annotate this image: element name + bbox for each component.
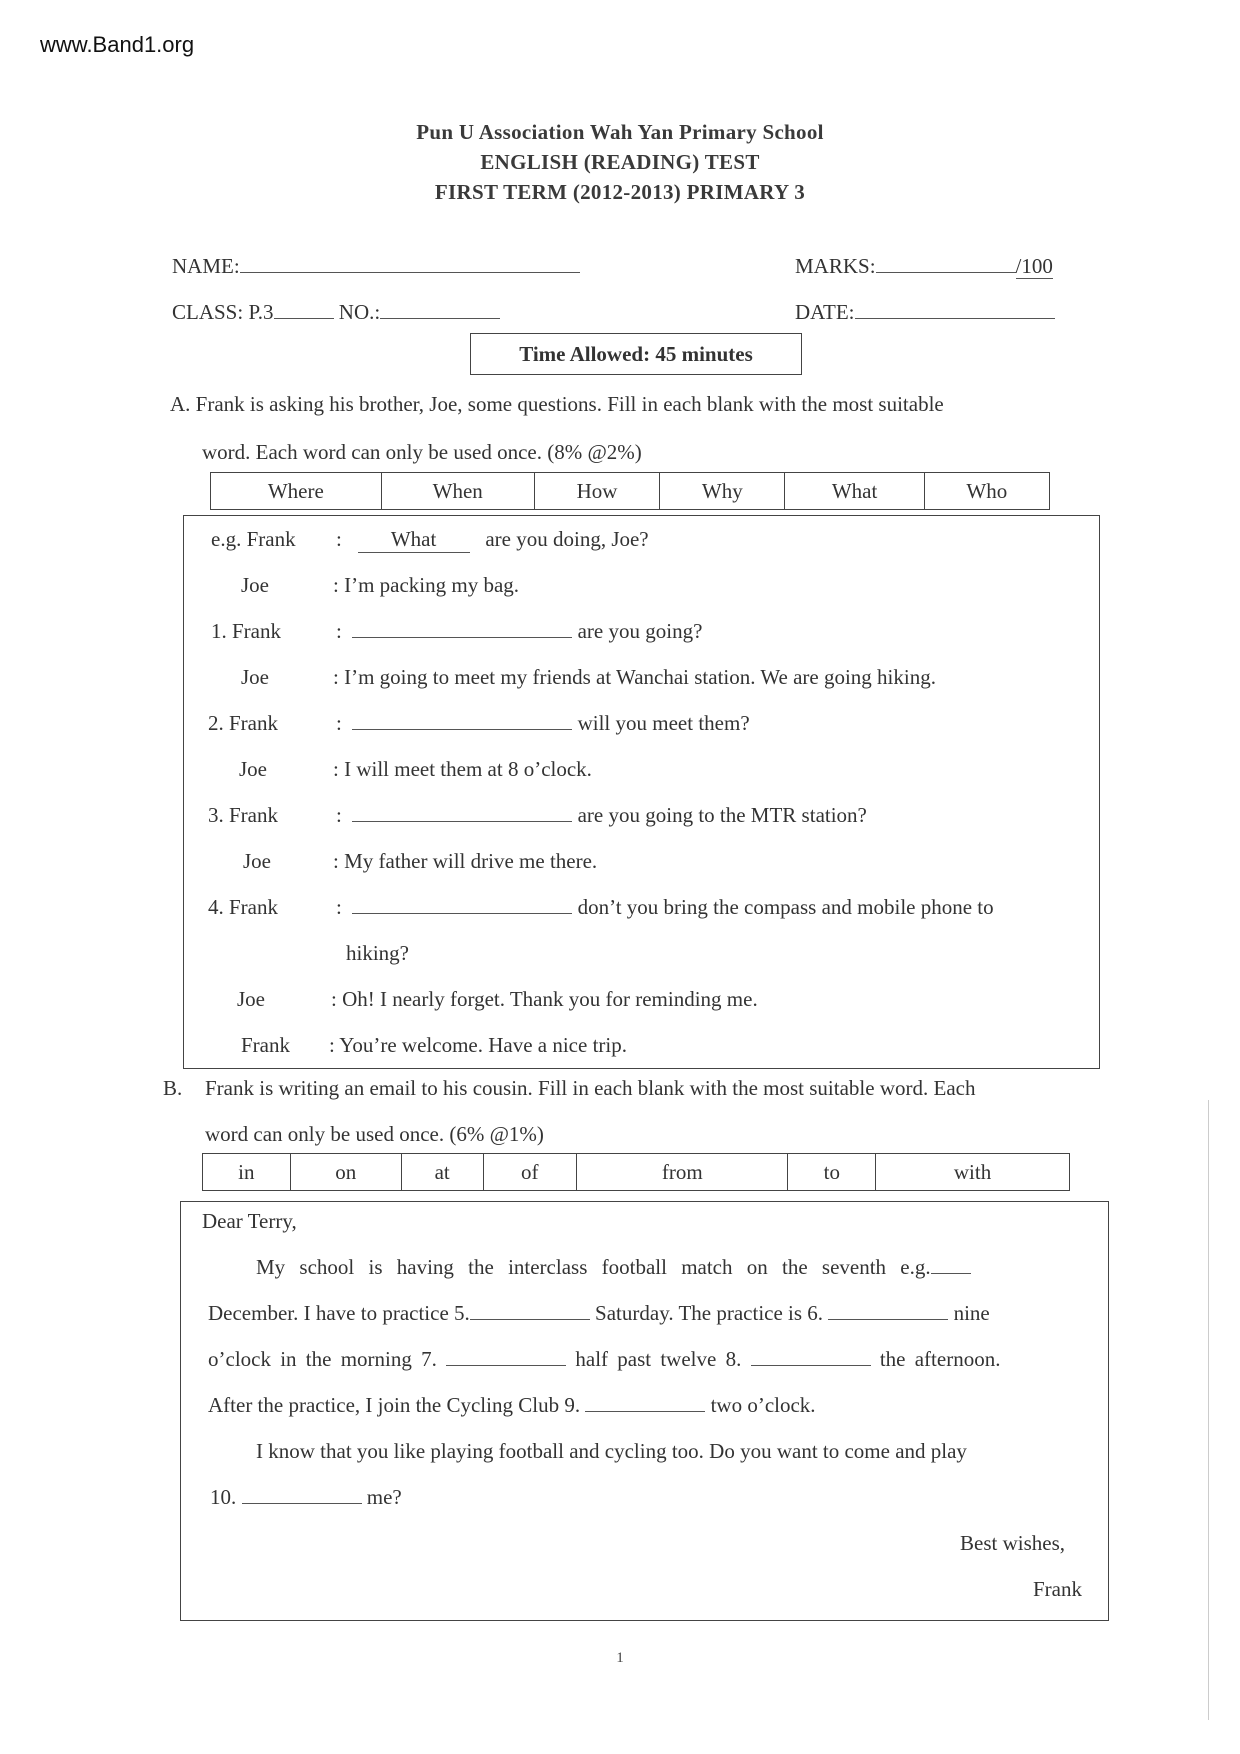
colon: : [336,895,342,919]
email-line-6 [210,1485,402,1510]
colon: : [336,527,342,551]
item-number: 1. [211,619,227,643]
speaker-label: Frank [229,803,278,827]
example-blank [931,1255,971,1274]
dialogue-row-2 [208,711,278,736]
email-text: nine [953,1301,990,1325]
dialogue-text: don’t you bring the compass and mobile phone to [577,895,994,919]
email-text: two o’clock. [710,1393,816,1417]
dialogue-text: : Oh! I nearly forget. Thank you for reminding me. [331,987,758,1011]
word-bank-item: Where [211,473,382,510]
name-field[interactable] [172,254,580,279]
word-bank-item: Who [924,473,1049,510]
email-line-3 [208,1347,1000,1372]
email-closing: Best wishes, [960,1531,1065,1555]
speaker-label: Joe [241,573,269,597]
answer-blank-6[interactable] [828,1301,948,1320]
word-bank-item: with [876,1154,1070,1191]
dialogue-row-1 [211,619,281,644]
speaker-label: Joe [237,987,265,1011]
colon: : [336,619,342,643]
answer-blank-2[interactable] [352,711,572,730]
answer-blank-3[interactable] [352,803,572,822]
email-line-5: I know that you like playing football and cycling too. Do you want to come and play [256,1439,967,1463]
dialogue-text: : I’m going to meet my friends at Wanchai station. We are going hiking. [333,665,936,689]
email-text: After the practice, I join the Cycling Club 9. [208,1393,581,1417]
word-bank-item: How [534,473,659,510]
dialogue-text: : You’re welcome. Have a nice trip. [329,1033,627,1057]
speaker-label: Frank [229,711,278,735]
colon: : [336,803,342,827]
answer-blank-1[interactable] [352,619,572,638]
word-bank-item: on [290,1154,401,1191]
word-bank-item: When [381,473,534,510]
class-input-line[interactable] [274,300,334,319]
speaker-label: Joe [241,665,269,689]
email-text: half past twelve 8. [575,1347,742,1371]
test-title: ENGLISH (READING) TEST [480,150,760,174]
speaker-label: Frank [229,895,278,919]
watermark-url: www.Band1.org [40,32,195,57]
section-a-instruction-line1: A. Frank is asking his brother, Joe, some questions. Fill in each blank with the most suitable [170,392,944,416]
section-a-instruction-line2: word. Each word can only be used once. (8% @2%) [202,440,642,464]
section-b-instruction-line1: Frank is writing an email to his cousin. Fill in each blank with the most suitable word. Each [205,1076,976,1100]
speaker-label: Frank [241,1033,290,1057]
scan-edge-line [1208,1100,1209,1720]
item-number: 2. [208,711,224,735]
dialogue-line-1 [336,619,702,644]
name-input-line[interactable] [240,254,580,273]
word-bank-item: to [788,1154,876,1191]
dialogue-line-3 [336,803,867,828]
email-line-2 [208,1301,990,1326]
no-input-line[interactable] [380,300,500,319]
email-text: My school is having the interclass football match on the seventh e.g. [256,1255,931,1279]
dialogue-text: will you meet them? [577,711,750,735]
dialogue-row-4 [208,895,278,920]
marks-total: /100 [1015,254,1053,278]
answer-blank-5[interactable] [470,1301,590,1320]
dialogue-text: are you doing, Joe? [485,527,649,551]
marks-label: MARKS: [795,254,876,278]
dialogue-continuation: hiking? [346,941,409,965]
answer-blank-9[interactable] [585,1393,705,1412]
dialogue-row-eg [211,527,296,552]
dialogue-row-3 [208,803,278,828]
email-signature: Frank [1033,1577,1082,1601]
answer-blank-10[interactable] [242,1485,362,1504]
date-field[interactable] [795,300,1055,325]
class-label: CLASS: P.3 [172,300,274,324]
marks-field[interactable] [795,254,1053,279]
section-a-dialogue-box [183,515,1100,1069]
email-greeting: Dear Terry, [202,1209,297,1233]
word-bank-item: What [785,473,924,510]
school-name: Pun U Association Wah Yan Primary School [416,120,824,144]
answer-blank-8[interactable] [751,1347,871,1366]
section-b-label: B. [163,1076,183,1100]
date-label: DATE: [795,300,855,324]
speaker-label: Frank [246,527,296,551]
email-text: me? [366,1485,402,1509]
word-bank-item: Why [660,473,785,510]
speaker-label: Joe [243,849,271,873]
item-number: 4. [208,895,224,919]
no-label: NO.: [338,300,381,324]
email-line-4 [208,1393,816,1418]
dialogue-line-eg [336,527,649,553]
email-text: o’clock in the morning 7. [208,1347,437,1371]
dialogue-text: are you going to the MTR station? [577,803,867,827]
page-number: 1 [616,1650,624,1666]
word-bank-item: from [577,1154,788,1191]
answer-blank-4[interactable] [352,895,572,914]
name-label: NAME: [172,254,240,278]
dialogue-text: are you going? [577,619,703,643]
example-answer: What [358,527,470,553]
marks-input-line[interactable] [876,254,1016,273]
section-a-word-bank [210,472,1050,510]
date-input-line[interactable] [855,300,1055,319]
dialogue-line-2 [336,711,750,736]
email-line-1 [256,1255,1094,1280]
term-title: FIRST TERM (2012-2013) PRIMARY 3 [434,180,806,204]
colon: : [336,711,342,735]
speaker-label: Joe [239,757,267,781]
speaker-label: Frank [232,619,281,643]
item-number: e.g. [211,527,242,551]
word-bank-item: of [483,1154,577,1191]
section-b-word-bank [202,1153,1070,1191]
answer-blank-7[interactable] [446,1347,566,1366]
email-text: the afternoon. [879,1347,1001,1371]
word-bank-item: at [401,1154,483,1191]
dialogue-line-4 [336,895,994,920]
dialogue-text: : I will meet them at 8 o’clock. [333,757,592,781]
email-text: December. I have to practice 5. [208,1301,470,1325]
item-number: 3. [208,803,224,827]
email-text: Saturday. The practice is 6. [595,1301,824,1325]
time-allowed-box: Time Allowed: 45 minutes [470,333,802,375]
word-bank-item: in [203,1154,291,1191]
dialogue-text: : I’m packing my bag. [333,573,520,597]
email-text: 10. [210,1485,237,1509]
dialogue-text: : My father will drive me there. [333,849,598,873]
class-field[interactable] [172,300,500,325]
section-b-instruction-line2: word can only be used once. (6% @1%) [205,1122,544,1146]
